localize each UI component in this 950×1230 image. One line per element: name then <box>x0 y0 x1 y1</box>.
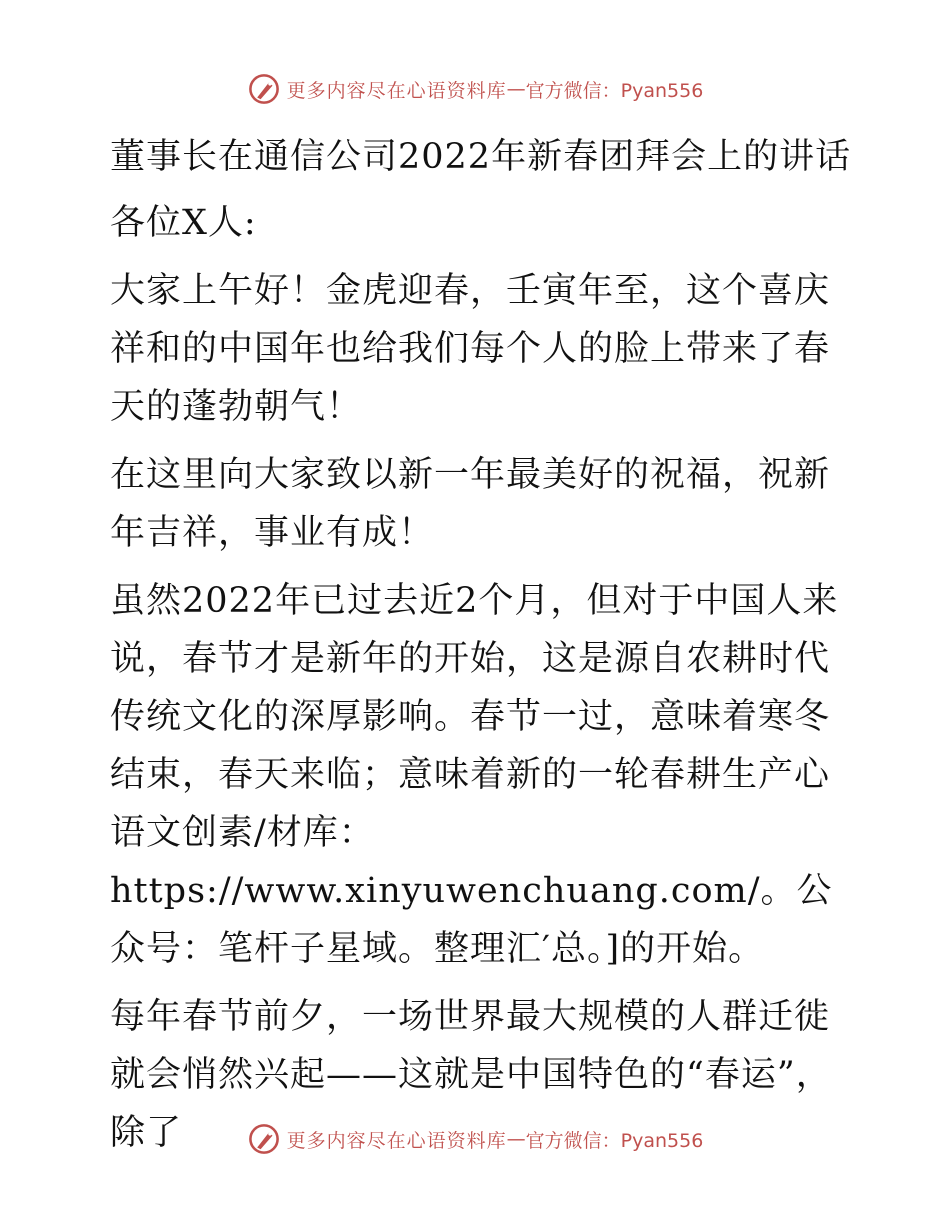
banner-wechat: 官方微信：Pyan556 <box>525 79 704 102</box>
pen-nib-logo-icon <box>247 72 281 106</box>
pen-nib-logo-icon <box>247 1122 281 1156</box>
paragraph-4: 每年春节前夕，一场世界最大规模的人群迁徙就会悄然兴起——这就是中国特色的“春运”，除了 <box>110 997 832 1153</box>
paragraph-3: 虽然2022年已过去近2个月，但对于中国人来说，春节才是新年的开始，这是源自农耕时代传统文化的深厚影响。春节一过，意味着寒冬结束，春天来临；意味着新的一轮春耕生产心语文创素/材库：https://www.xinyuwenchuang.com/。公众号：笔杆子星域。整理汇′总。]的开始。 <box>110 581 839 969</box>
banner-separator: — <box>506 78 526 100</box>
banner-wechat: 官方微信：Pyan556 <box>525 1129 704 1152</box>
document-body <box>96 128 856 1172</box>
greeting: 各位X人: <box>110 203 257 243</box>
banner-text: 更多内容尽在心语资料库 <box>286 1129 507 1152</box>
banner-separator: — <box>506 1128 526 1150</box>
header-watermark <box>0 72 950 106</box>
paragraph-2: 在这里向大家致以新一年最美好的祝福，祝新年吉祥，事业有成！ <box>110 455 831 553</box>
paragraph-1: 大家上午好！金虎迎春，壬寅年至，这个喜庆祥和的中国年也给我们每个人的脸上带来了春天的蓬勃朝气！ <box>110 271 831 427</box>
footer-watermark <box>0 1122 950 1156</box>
document-title: 董事长在通信公司2022年新春团拜会上的讲话 <box>110 137 852 177</box>
banner-text: 更多内容尽在心语资料库 <box>286 79 507 102</box>
